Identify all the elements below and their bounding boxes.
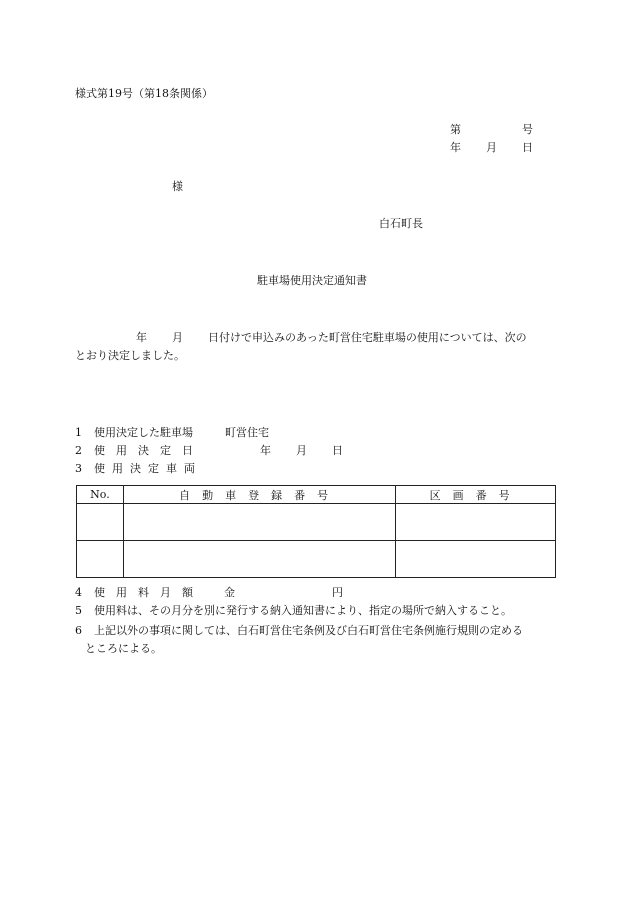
table-header-row	[77, 486, 556, 504]
item2-label: 使用決定日	[94, 444, 204, 457]
row-no-cell	[77, 504, 124, 541]
table-row	[77, 504, 556, 541]
item2-year: 年	[260, 444, 271, 457]
row-registration-cell	[123, 541, 395, 578]
item6-text-line1: 上記以外の事項に関しては、白石町営住宅条例及び白石町営住宅条例施行規則の定める	[94, 624, 523, 637]
item2-number: 2	[75, 444, 82, 457]
row-no-cell	[77, 541, 124, 578]
addressee-suffix: 様	[172, 180, 183, 193]
header-section-number: 区画番号	[396, 486, 556, 504]
intro-month: 月	[172, 331, 183, 344]
item2-day: 日	[332, 444, 343, 457]
table-row	[77, 541, 556, 578]
vehicle-table	[76, 485, 556, 578]
item4-number: 4	[75, 586, 82, 599]
item2-month: 月	[296, 444, 307, 457]
item4-kin: 金	[224, 586, 235, 599]
item5-text: 使用料は、その月分を別に発行する納入通知書により、指定の場所で納入すること。	[94, 604, 512, 617]
number-prefix: 第	[450, 123, 461, 136]
form-label: 様式第19号（第18条関係）	[75, 87, 213, 100]
item5-number: 5	[75, 604, 82, 617]
issuer: 白石町長	[379, 217, 423, 230]
page-title: 駐車場使用決定通知書	[257, 274, 367, 287]
item1-label: 使用決定した駐車場	[94, 426, 193, 439]
item6-number: 6	[75, 624, 82, 637]
header-no: No.	[77, 486, 124, 504]
item6-text-line2: ところによる。	[85, 642, 162, 655]
item1-value: 町営住宅	[225, 426, 269, 439]
row-section-cell	[396, 541, 556, 578]
item1-number: 1	[75, 426, 82, 439]
date-month: 月	[486, 141, 497, 154]
item3-label: 使用決定車両	[94, 462, 202, 475]
header-registration-number: 自動車登録番号	[123, 486, 395, 504]
intro-line2: とおり決定しました。	[75, 349, 185, 362]
row-registration-cell	[123, 504, 395, 541]
item4-label: 使用料月額	[94, 586, 204, 599]
intro-year: 年	[136, 331, 147, 344]
row-section-cell	[396, 504, 556, 541]
item4-yen: 円	[332, 586, 343, 599]
intro-line1: 日付けで申込みのあった町営住宅駐車場の使用については、次の	[208, 331, 527, 344]
number-suffix: 号	[522, 123, 533, 136]
date-year: 年	[450, 141, 461, 154]
date-day: 日	[522, 141, 533, 154]
item3-number: 3	[75, 462, 82, 475]
